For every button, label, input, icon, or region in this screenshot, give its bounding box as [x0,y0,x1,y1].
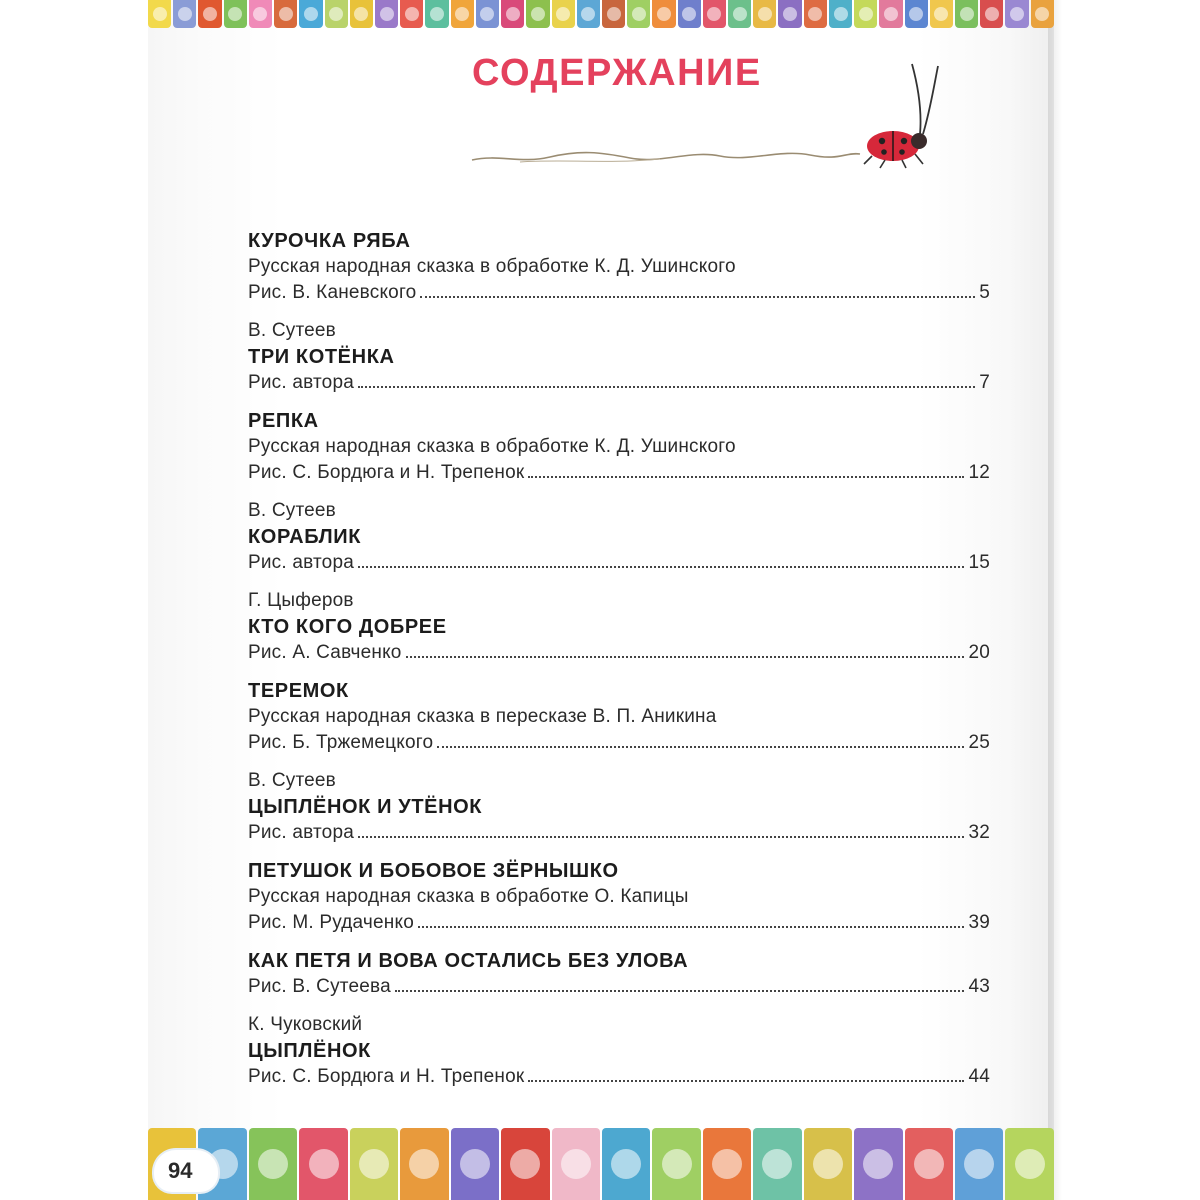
border-tile [501,1128,549,1200]
toc-title: ТРИ КОТЁНКА [248,346,395,368]
border-tile [198,0,221,28]
toc-entry [248,858,990,936]
border-tile [577,0,600,28]
toc-page-line[interactable] [248,910,990,936]
cartoon-character-icon [712,1149,742,1179]
toc-entry [248,498,990,576]
toc-page-number: 7 [979,372,990,393]
toc-page-line[interactable] [248,280,990,306]
flower-icon [380,7,394,21]
flower-icon [783,7,797,21]
border-tile [1005,1128,1053,1200]
flower-icon [632,7,646,21]
flower-icon [455,7,469,21]
toc-illustrator: Рис. Б. Тржемецкого [248,732,434,753]
flower-icon [1010,7,1024,21]
toc-title: КАК ПЕТЯ И ВОВА ОСТАЛИСЬ БЕЗ УЛОВА [248,950,689,972]
border-tile [425,0,448,28]
cartoon-character-icon [611,1149,641,1179]
toc-page-line[interactable] [248,730,990,756]
cartoon-character-icon [662,1149,692,1179]
flower-icon [430,7,444,21]
toc-page-line[interactable] [248,820,990,846]
cartoon-character-icon [964,1149,994,1179]
flower-icon [859,7,873,21]
toc-illustrator: Рис. М. Рудаченко [248,912,414,933]
cartoon-character-icon [813,1149,843,1179]
flower-icon [304,7,318,21]
page-title: СОДЕРЖАНИЕ [472,52,762,94]
border-tile [299,1128,347,1200]
dot-leader [420,296,975,298]
border-tile [955,0,978,28]
ladybug-icon [460,56,960,176]
toc-illustrator: Рис. В. Каневского [248,282,417,303]
toc-author: В. Сутеев [248,320,336,341]
toc-illustrator: Рис. С. Бордюга и Н. Трепенок [248,462,525,483]
border-tile [451,0,474,28]
toc-entry [248,408,990,486]
flower-icon [480,7,494,21]
page-number: 94 [168,1158,193,1183]
toc-note: Русская народная сказка в обработке О. Капицы [248,886,689,907]
flower-icon [405,7,419,21]
flower-icon [556,7,570,21]
decorative-bottom-border [148,1128,1054,1200]
toc-page-number: 43 [968,976,990,997]
toc-entry [248,588,990,666]
flower-icon [834,7,848,21]
border-tile [173,0,196,28]
dot-leader [358,836,964,838]
cartoon-character-icon [409,1149,439,1179]
border-tile [400,1128,448,1200]
toc-page-line[interactable] [248,550,990,576]
border-tile [148,0,171,28]
cartoon-character-icon [863,1149,893,1179]
toc-author: В. Сутеев [248,770,336,791]
dot-leader [358,386,975,388]
border-tile [375,0,398,28]
toc-title: РЕПКА [248,410,319,432]
cartoon-character-icon [762,1149,792,1179]
cartoon-character-icon [561,1149,591,1179]
toc-title: КУРОЧКА РЯБА [248,230,411,252]
flower-icon [758,7,772,21]
border-tile [627,0,650,28]
border-tile [879,0,902,28]
border-tile [905,0,928,28]
flower-icon [329,7,343,21]
flower-icon [203,7,217,21]
toc-title: КОРАБЛИК [248,526,362,548]
dot-leader [418,926,964,928]
toc-illustrator: Рис. С. Бордюга и Н. Трепенок [248,1066,525,1087]
toc-illustrator: Рис. автора [248,822,354,843]
toc-page-number: 5 [979,282,990,303]
flower-icon [354,7,368,21]
border-tile [905,1128,953,1200]
border-tile [299,0,322,28]
dot-leader [437,746,964,748]
cartoon-character-icon [914,1149,944,1179]
flower-icon [909,7,923,21]
flower-icon [1035,7,1049,21]
border-tile [829,0,852,28]
toc-entry [248,768,990,846]
border-tile [854,1128,902,1200]
border-tile [804,1128,852,1200]
toc-entry [248,318,990,396]
border-tile [249,1128,297,1200]
border-tile [728,0,751,28]
toc-note: Русская народная сказка в обработке К. Д. Ушинского [248,436,736,457]
flower-icon [985,7,999,21]
border-tile [350,0,373,28]
toc-illustrator: Рис. автора [248,372,354,393]
flower-icon [153,7,167,21]
toc-page-number: 44 [968,1066,990,1087]
border-tile [980,0,1003,28]
flower-icon [253,7,267,21]
toc-page-number: 20 [968,642,990,663]
toc-page-line[interactable] [248,974,990,1000]
flower-icon [531,7,545,21]
toc-page-line[interactable] [248,640,990,666]
toc-title: ЦЫПЛЁНОК [248,1040,371,1062]
border-tile [501,0,524,28]
border-tile [1005,0,1028,28]
toc-illustrator: Рис. В. Сутеева [248,976,391,997]
border-tile [325,0,348,28]
border-tile [350,1128,398,1200]
toc-page-line[interactable] [248,1064,990,1090]
border-tile [804,0,827,28]
flower-icon [934,7,948,21]
flower-icon [657,7,671,21]
border-tile [955,1128,1003,1200]
border-tile [224,0,247,28]
toc-note: Русская народная сказка в пересказе В. П. Аникина [248,706,717,727]
border-tile [854,0,877,28]
border-tile [652,1128,700,1200]
border-tile [249,0,272,28]
toc-page-line[interactable] [248,460,990,486]
toc-illustrator: Рис. А. Савченко [248,642,402,663]
page-gutter-shadow [1048,0,1062,1200]
flower-icon [707,7,721,21]
dot-leader [528,1080,964,1082]
border-tile [526,0,549,28]
flower-icon [228,7,242,21]
flower-icon [808,7,822,21]
toc-page-number: 39 [968,912,990,933]
toc-title: ПЕТУШОК И БОБОВОЕ ЗЁРНЫШКО [248,860,619,882]
toc-author: Г. Цыферов [248,590,354,611]
toc-author: К. Чуковский [248,1014,363,1035]
border-tile [753,0,776,28]
border-tile [400,0,423,28]
flower-icon [178,7,192,21]
toc-entry [248,948,990,1000]
decorative-top-border [148,0,1054,28]
dot-leader [358,566,964,568]
border-tile [451,1128,499,1200]
toc-page-number: 25 [968,732,990,753]
border-tile [703,0,726,28]
border-tile [552,1128,600,1200]
border-tile [602,1128,650,1200]
border-tile [678,0,701,28]
flower-icon [279,7,293,21]
toc-entry [248,1012,990,1090]
flower-icon [607,7,621,21]
toc-page-number: 15 [968,552,990,573]
cartoon-character-icon [510,1149,540,1179]
border-tile [602,0,625,28]
toc-note: Русская народная сказка в обработке К. Д. Ушинского [248,256,736,277]
toc-page-number: 12 [968,462,990,483]
border-tile [778,0,801,28]
flower-icon [506,7,520,21]
toc-title: КТО КОГО ДОБРЕЕ [248,616,447,638]
toc-title: ЦЫПЛЁНОК И УТЁНОК [248,796,483,818]
toc-entry [248,228,990,306]
toc-illustrator: Рис. автора [248,552,354,573]
cartoon-character-icon [460,1149,490,1179]
toc-entry [248,678,990,756]
cartoon-character-icon [258,1149,288,1179]
flower-icon [884,7,898,21]
border-tile [753,1128,801,1200]
flower-icon [960,7,974,21]
toc-title: ТЕРЕМОК [248,680,349,702]
dot-leader [406,656,965,658]
flower-icon [733,7,747,21]
border-tile [476,0,499,28]
dot-leader [395,990,965,992]
border-tile [703,1128,751,1200]
border-tile [274,0,297,28]
cartoon-character-icon [309,1149,339,1179]
toc-page-line[interactable] [248,370,990,396]
border-tile [552,0,575,28]
dot-leader [528,476,964,478]
border-tile [930,0,953,28]
flower-icon [581,7,595,21]
border-tile [652,0,675,28]
cartoon-character-icon [359,1149,389,1179]
toc-page-number: 32 [968,822,990,843]
toc-author: В. Сутеев [248,500,336,521]
table-of-contents [248,228,990,1102]
cartoon-character-icon [1015,1149,1045,1179]
flower-icon [682,7,696,21]
border-tile [1031,0,1054,28]
